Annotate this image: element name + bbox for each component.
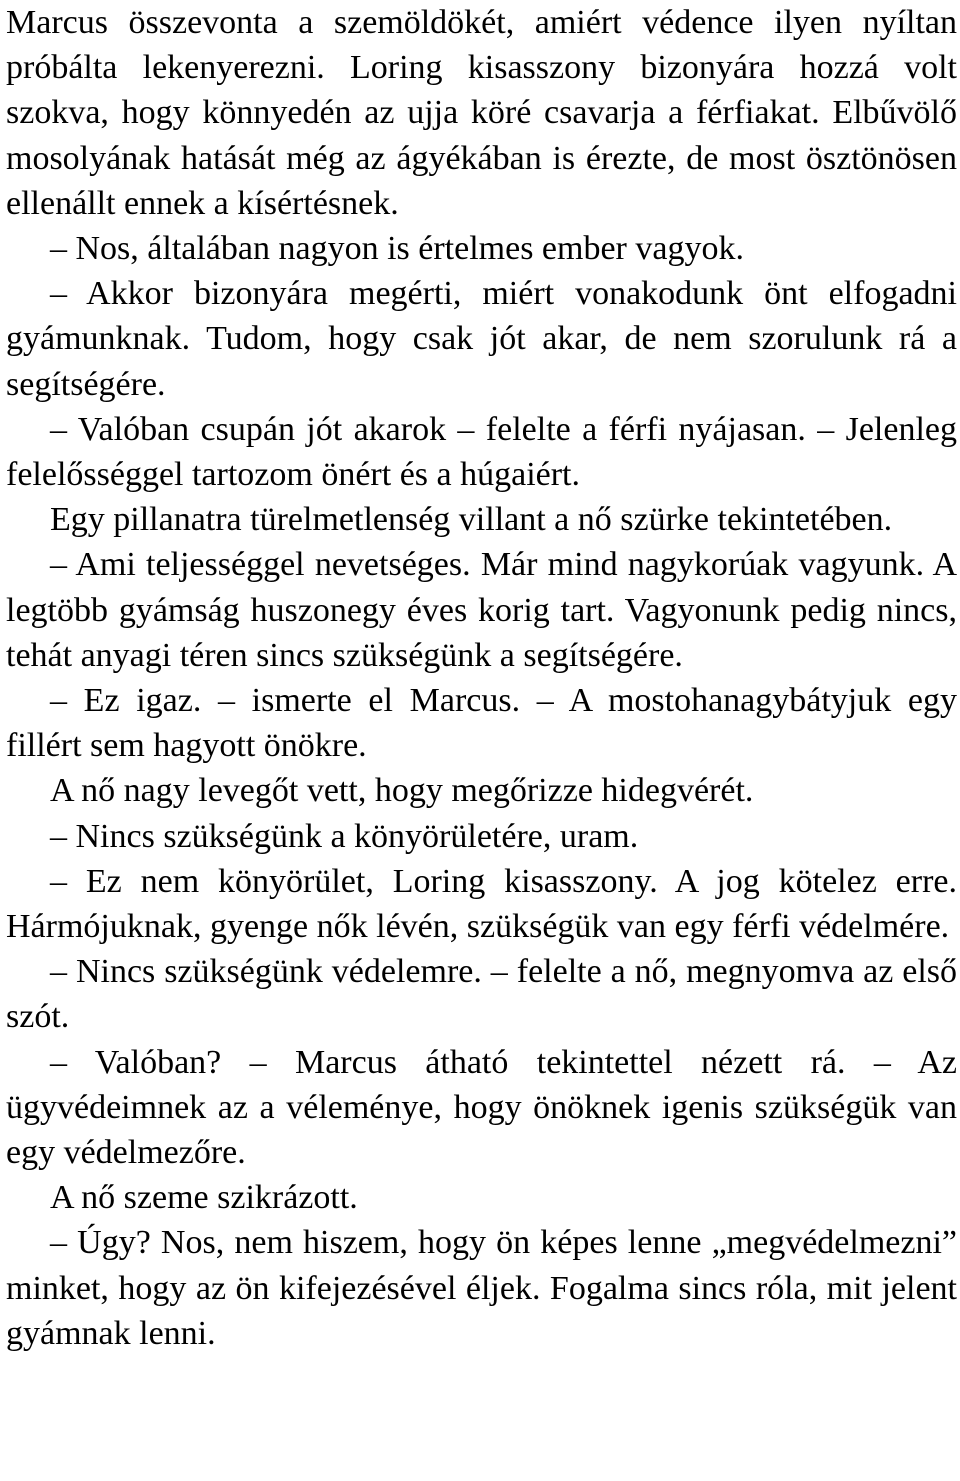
paragraph: A nő nagy levegőt vett, hogy megőrizze hidegvérét.	[50, 772, 754, 810]
paragraph: A nő szeme szikrázott.	[50, 1179, 358, 1217]
paragraph: – Nos, általában nagyon is értelmes ember vagyok.	[50, 230, 744, 268]
book-page	[6, 0, 957, 1356]
paragraph: – Ami teljességgel nevetséges. Már mind nagykorúak vagyunk. A legtöbb gyámság huszonegy éves korig tart. Vagyonunk pedig nincs, tehát anyagi téren sincs szükségünk a segítségére.	[6, 546, 957, 674]
paragraph: – Valóban csupán jót akarok – felelte a férfi nyájasan. – Jelenleg felelősséggel tartozom önért és a húgaiért.	[6, 410, 957, 494]
paragraph: – Úgy? Nos, nem hiszem, hogy ön képes lenne „megvédelmezni” minket, hogy az ön kifejezésével éljek. Fogalma sincs róla, mit jelent gyámnak lenni.	[6, 1224, 957, 1352]
paragraph: – Nincs szükségünk a könyörületére, uram.	[50, 817, 639, 855]
paragraph: – Ez nem könyörület, Loring kisasszony. A jog kötelez erre. Hármójuknak, gyenge nők lévén, szükségük van egy férfi védelmére.	[6, 862, 957, 946]
paragraph: Marcus összevonta a szemöldökét, amiért védence ilyen nyíltan próbálta lekenyerezni. Loring kisasszony bizonyára hozzá volt szokva, hogy könnyedén az ujja köré csavarja a férfiakat. Elbűvölő mosolyának hatását még az ágyékában is érezte, de most ösztönösen ellenállt ennek a kísértésnek.	[6, 4, 957, 222]
paragraph: – Valóban? – Marcus átható tekintettel nézett rá. – Az ügyvédeimnek az a véleménye, hogy önöknek igenis szükségük van egy védelmezőre.	[6, 1043, 957, 1172]
paragraph: – Akkor bizonyára megérti, miért vonakodunk önt elfogadni gyámunknak. Tudom, hogy csak jót akar, de nem szorulunk rá a segítségére.	[6, 275, 957, 403]
paragraph: Egy pillanatra türelmetlenség villant a nő szürke tekintetében.	[50, 501, 893, 539]
paragraph: – Nincs szükségünk védelemre. – felelte a nő, megnyomva az első szót.	[6, 953, 957, 1036]
paragraph: – Ez igaz. – ismerte el Marcus. – A mostohanagybátyjuk egy fillért sem hagyott önökre.	[6, 682, 957, 765]
